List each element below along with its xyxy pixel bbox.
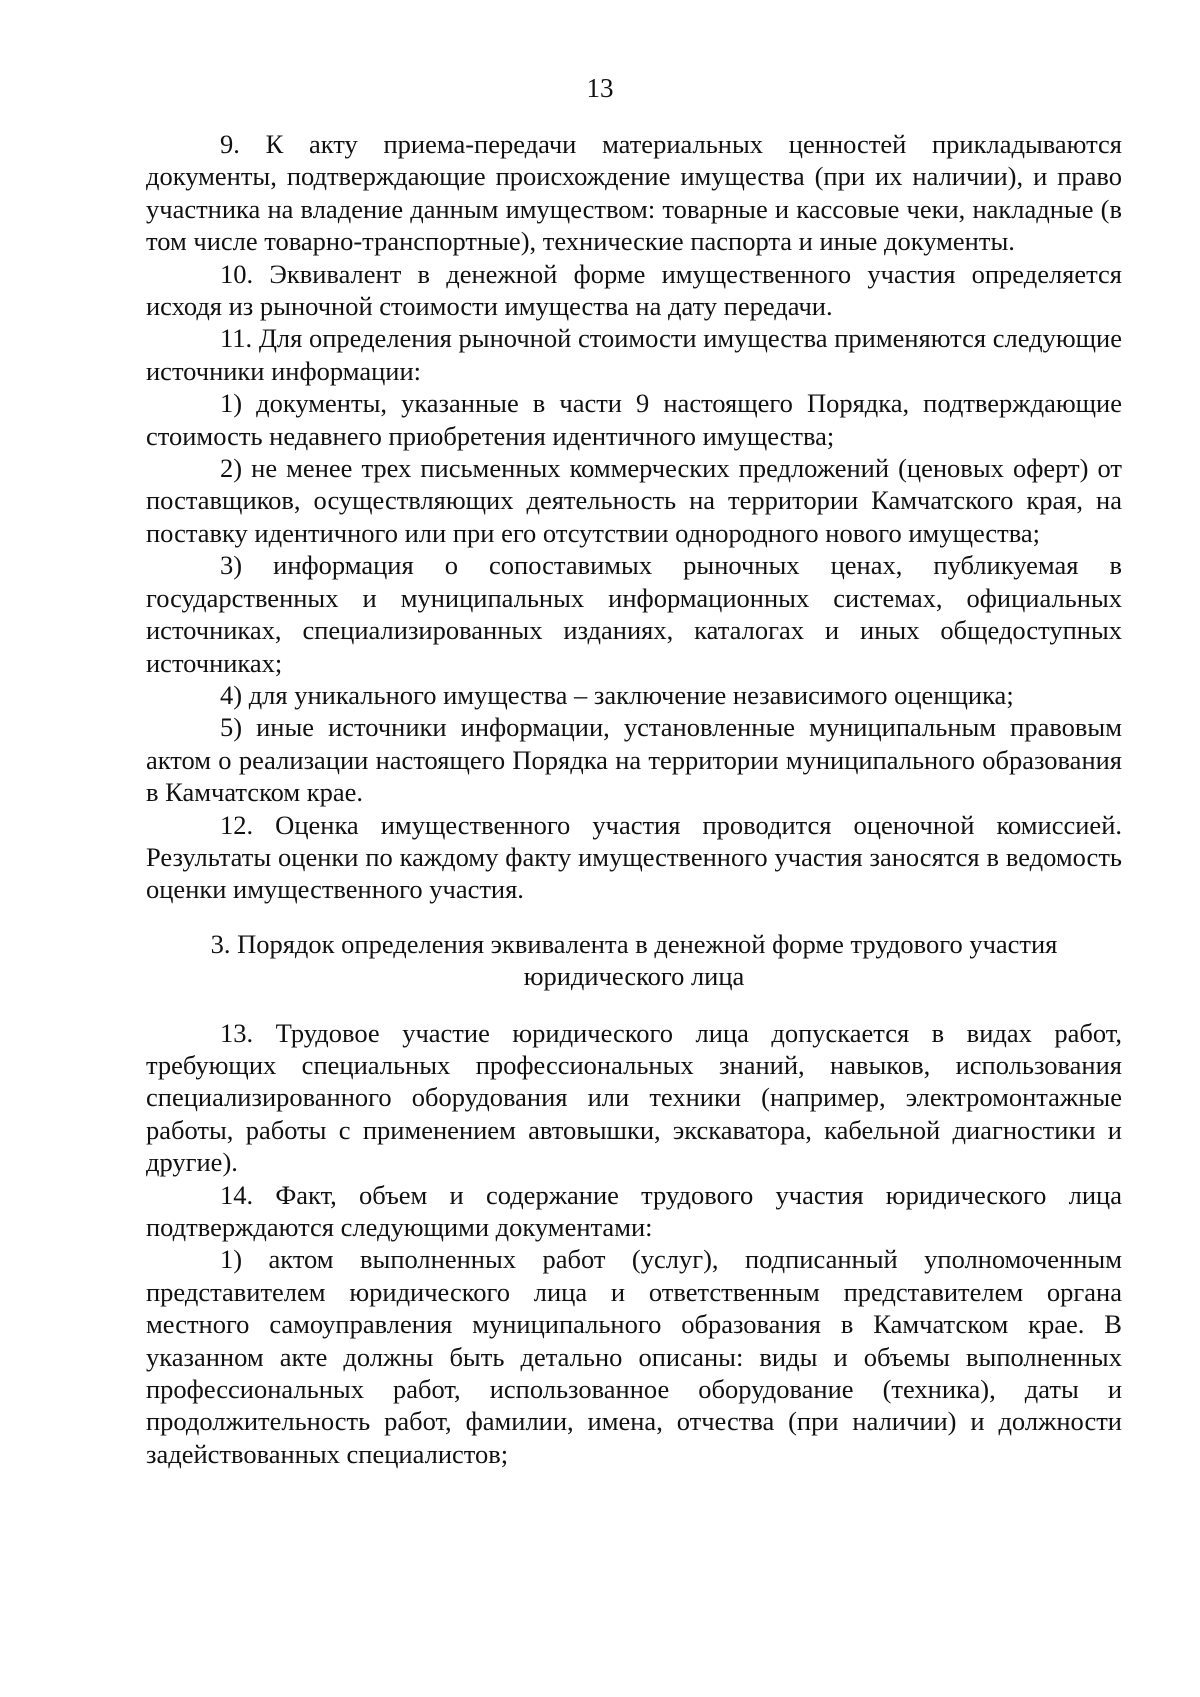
list-item-11-2: 2) не менее трех письменных коммерческих предложений (ценовых оферт) от поставщиков, осуществляющих деятельность на территории Камчатского края, на поставку идентичного или при его отсутствии однородного нового имущества;: [146, 453, 1122, 548]
list-item-11-5: 5) иные источники информации, установленные муниципальным правовым актом о реализации настоящего Порядка на территории муниципального образования в Камчатском крае.: [146, 712, 1122, 808]
document-body: [146, 128, 1122, 1470]
page-number: 13: [586, 73, 614, 103]
list-item-11-3: 3) информация о сопоставимых рыночных ценах, публикуемая в государственных и муниципальных информационных системах, официальных источниках, специализированных изданиях, каталогах и иных общедоступных источниках;: [146, 550, 1122, 678]
paragraph-11: 11. Для определения рыночной стоимости имущества применяются следующие источники информации:: [146, 323, 1122, 386]
section-heading-line-1: 3. Порядок определения эквивалента в денежной форме трудового участия: [210, 928, 1058, 959]
section-heading-3: [146, 928, 1122, 993]
list-item-11-4: 4) для уникального имущества – заключение независимого оценщика;: [220, 679, 1014, 710]
list-item-14-1: 1) актом выполненных работ (услуг), подписанный уполномоченным представителем юридического лица и ответственным представителем органа местного самоуправления муниципального образования в Камчатском крае. В указанном акте должны быть детально описаны: виды и объемы выполненных профессиональных работ, использованное оборудование (техника), даты и продолжительность работ, фамилии, имена, отчества (при наличии) и должности задействованных специалистов;: [146, 1244, 1122, 1469]
paragraph-14: 14. Факт, объем и содержание трудового участия юридического лица подтверждаются следующими документами:: [146, 1179, 1122, 1242]
paragraph-12: 12. Оценка имущественного участия проводится оценочной комиссией. Результаты оценки по каждому факту имущественного участия заносятся в ведомость оценки имущественного участия.: [146, 809, 1122, 905]
section-heading-line-2: юридического лица: [523, 961, 745, 992]
paragraph-9: 9. К акту приема-передачи материальных ценностей прикладываются документы, подтверждающие происхождение имущества (при их наличии), и право участника на владение данным имуществом: товарные и кассовые чеки, накладные (в том числе товарно-транспортные), технические паспорта и иные документы.: [146, 129, 1122, 257]
paragraph-10: 10. Эквивалент в денежной форме имущественного участия определяется исходя из рыночной стоимости имущества на дату передачи.: [146, 258, 1122, 322]
paragraph-13: 13. Трудовое участие юридического лица допускается в видах работ, требующих специальных профессиональных знаний, навыков, использования специализированного оборудования или техники (например, электромонтажные работы, работы с применением автовышки, экскаватора, кабельной диагностики и другие).: [146, 1017, 1122, 1178]
list-item-11-1: 1) документы, указанные в части 9 настоящего Порядка, подтверждающие стоимость недавнего приобретения идентичного имущества;: [146, 388, 1122, 451]
